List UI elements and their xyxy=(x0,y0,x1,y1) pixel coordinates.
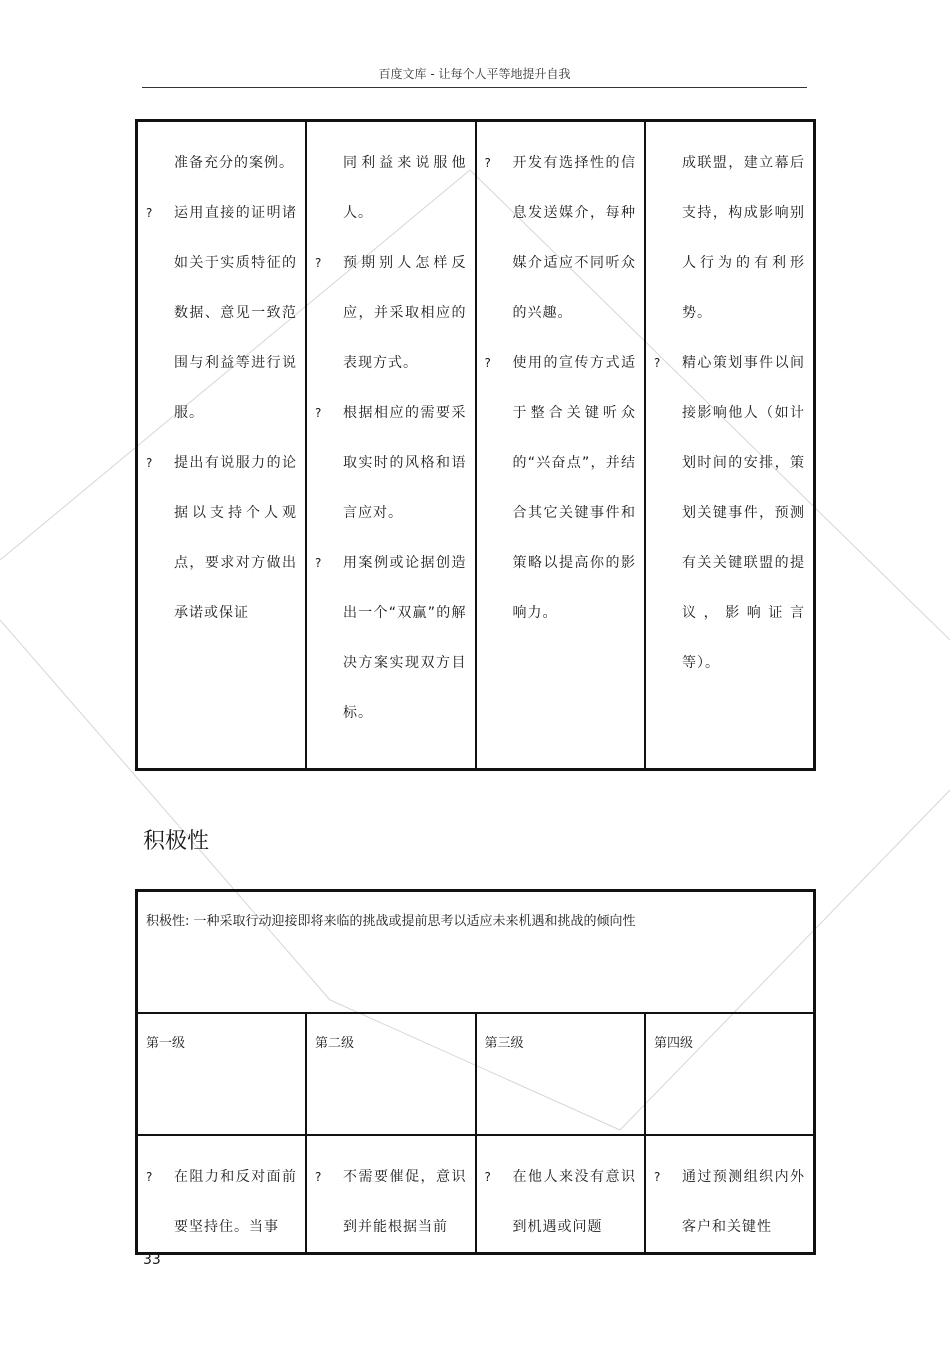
list-item: ? 预期别人怎样反应，并采取相应的表现方式。 xyxy=(315,238,467,388)
list-item: ? 在他人来没有意识到机遇或问题 xyxy=(485,1152,637,1252)
level-content-1 xyxy=(137,1135,307,1254)
level-header-4: 第四级 xyxy=(645,1013,815,1135)
bullet-marker: ? xyxy=(315,256,323,270)
page-number: 33 xyxy=(143,1252,161,1268)
bullet-marker: ? xyxy=(146,456,154,470)
list-item: ? 用案例或论据创造出一个“双赢”的解决方案实现双方目标。 xyxy=(315,538,467,738)
bullet-marker: ? xyxy=(146,206,154,220)
list-item: ? 在阻力和反对面前要坚持住。当事 xyxy=(146,1152,297,1252)
level-header-2: 第二级 xyxy=(306,1013,476,1135)
page-header: 百度文库 - 让每个人平等地提升自我 xyxy=(142,62,807,88)
list-item: 准备充分的案例。 xyxy=(174,155,294,171)
top-col-1 xyxy=(137,121,307,770)
level-content-2 xyxy=(306,1135,476,1254)
list-item: ? 使用的宣传方式适于整合关键听众的“兴奋点”，并结合其它关键事件和策略以提高你的影响力。 xyxy=(485,338,637,638)
bullet-marker: ? xyxy=(484,156,492,170)
bullet-marker: ? xyxy=(315,1170,323,1184)
list-item: 同利益来说服他人。 xyxy=(343,155,467,221)
list-item: ? 运用直接的证明诸如关于实质特征的数据、意见一致范围与利益等进行说服。 xyxy=(146,188,297,438)
list-item: ? 开发有选择性的信息发送媒介，每种媒介适应不同听众的兴趣。 xyxy=(485,138,637,338)
definition-cell: 积极性: 一种采取行动迎接即将来临的挑战或提前思考以适应未来机遇和挑战的倾向性 xyxy=(137,891,815,1014)
list-item: ? 根据相应的需要采取实时的风格和语言应对。 xyxy=(315,388,467,538)
list-item: ? 不需要催促，意识到并能根据当前 xyxy=(315,1152,467,1252)
bullet-marker: ? xyxy=(146,1170,154,1184)
level-header-1: 第一级 xyxy=(137,1013,307,1135)
top-col-4 xyxy=(645,121,815,770)
bullet-marker: ? xyxy=(654,356,662,370)
list-item: ? 提出有说服力的论据以支持个人观点，要求对方做出承诺或保证 xyxy=(146,438,297,638)
level-header-3: 第三级 xyxy=(476,1013,646,1135)
top-col-2 xyxy=(306,121,476,770)
bullet-marker: ? xyxy=(484,356,492,370)
bullet-marker: ? xyxy=(315,406,323,420)
bullet-marker: ? xyxy=(484,1170,492,1184)
section-title: 积极性 xyxy=(143,829,210,854)
list-item: ? 通过预测组织内外客户和关键性 xyxy=(654,1152,805,1252)
level-content-4 xyxy=(645,1135,815,1254)
list-item: 成联盟，建立幕后支持，构成影响别人行为的有利形势。 xyxy=(682,155,805,321)
list-item: ? 精心策划事件以间接影响他人（如计划时间的安排，策划关键事件，预测有关关键联盟的提议，影响证言等）。 xyxy=(654,338,805,688)
level-content-3 xyxy=(476,1135,646,1254)
bullet-marker: ? xyxy=(315,556,323,570)
competency-table-top xyxy=(135,119,816,771)
top-col-3 xyxy=(476,121,646,770)
competency-table-bottom xyxy=(135,889,816,1255)
bullet-marker: ? xyxy=(654,1170,662,1184)
